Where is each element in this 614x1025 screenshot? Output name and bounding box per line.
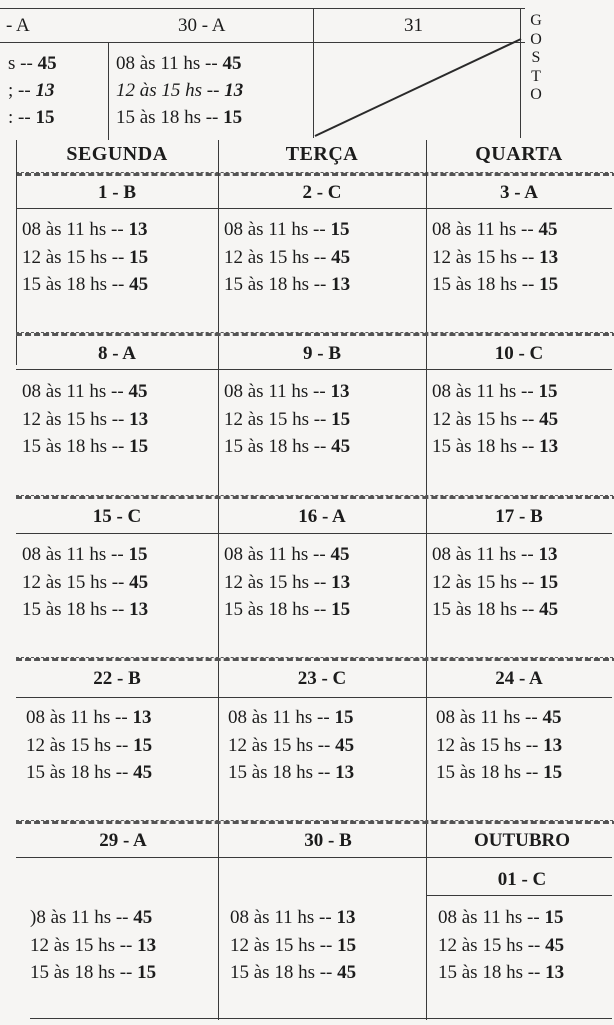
day-label: 1 - B — [98, 182, 136, 203]
week-2-label-line — [16, 369, 612, 370]
day-label: 24 - A — [495, 668, 543, 689]
day-schedule: 08 às 11 hs -- 15 12 às 15 hs -- 45 15 às 18 hs -- 13 — [228, 707, 355, 783]
day-schedule: 08 às 11 hs -- 45 12 às 15 hs -- 13 15 às 18 hs -- 15 — [22, 381, 149, 457]
top-divider-a — [108, 42, 109, 140]
day-label: 9 - B — [303, 343, 341, 364]
header-terca: TERÇA — [285, 143, 359, 165]
week-3-bottom — [16, 657, 614, 661]
day-label: 10 - C — [494, 343, 544, 364]
day-schedule: 08 às 11 hs -- 45 12 às 15 hs -- 13 15 às 18 hs -- 15 — [436, 707, 563, 783]
day-schedule: 08 às 11 hs -- 13 12 às 15 hs -- 15 15 às 18 hs -- 45 — [230, 907, 357, 983]
day-schedule: 08 às 11 hs -- 45 12 às 15 hs -- 13 15 às 18 hs -- 15 — [432, 219, 559, 295]
day-schedule: 08 às 11 hs -- 45 12 às 15 hs -- 13 15 às 18 hs -- 15 — [224, 544, 351, 620]
day-schedule: 08 às 11 hs -- 15 12 às 15 hs -- 45 15 às 18 hs -- 13 — [224, 219, 351, 295]
grid-bottom — [30, 1018, 612, 1019]
day-label: 3 - A — [500, 182, 538, 203]
day-label: 8 - A — [98, 343, 136, 364]
week-4-bottom — [16, 820, 614, 824]
day-label: 29 - A — [99, 830, 147, 851]
week-4-label-line — [16, 697, 612, 698]
header-segunda: SEGUNDA — [66, 143, 168, 165]
day-schedule: 08 às 11 hs -- 13 12 às 15 hs -- 15 15 às 18 hs -- 45 — [22, 219, 149, 295]
day-schedule: )8 às 11 hs -- 45 12 às 15 hs -- 13 15 às 18 hs -- 15 — [30, 907, 157, 983]
top-border — [0, 8, 525, 9]
top-col-b-date: 30 - A — [178, 15, 226, 36]
day-schedule: 08 às 11 hs -- 13 12 às 15 hs -- 15 15 às 18 hs -- 45 — [26, 707, 153, 783]
header-quarta: QUARTA — [475, 143, 563, 165]
day-schedule: 08 às 11 hs -- 13 12 às 15 hs -- 15 15 às 18 hs -- 45 — [224, 381, 351, 457]
header-divider — [16, 172, 614, 176]
week-5-label-line — [16, 857, 612, 858]
day-schedule: 08 às 11 hs -- 15 12 às 15 hs -- 45 15 às 18 hs -- 13 — [438, 907, 565, 983]
day-label: 23 - C — [297, 668, 347, 689]
day-schedule: 08 às 11 hs -- 13 12 às 15 hs -- 15 15 às 18 hs -- 45 — [432, 544, 559, 620]
day-label: 17 - B — [495, 506, 543, 527]
day-label: 01 - C — [497, 869, 547, 890]
month-vertical-label: G O S T O — [530, 12, 542, 103]
top-col-a-date: - A — [6, 15, 30, 36]
month-label-outubro: OUTUBRO — [473, 830, 571, 851]
week-1-bottom — [16, 332, 614, 336]
week-2-bottom — [16, 495, 614, 499]
grid-divider-2 — [426, 140, 427, 1020]
top-col-c-date: 31 — [404, 15, 423, 36]
top-col-b-schedule: 08 às 11 hs -- 45 12 às 15 hs -- 13 15 às 18 hs -- 15 — [116, 53, 244, 128]
day-label: 30 - B — [304, 830, 352, 851]
week-1-label-line — [16, 208, 612, 209]
day-schedule: 08 às 11 hs -- 15 12 às 15 hs -- 45 15 às 18 hs -- 13 — [432, 381, 559, 457]
day-label: 22 - B — [93, 668, 141, 689]
day-label: 2 - C — [302, 182, 342, 203]
grid-divider-1 — [218, 140, 219, 1020]
week-3-label-line — [16, 533, 612, 534]
empty-cell-strike — [313, 36, 523, 138]
day-label: 15 - C — [92, 506, 142, 527]
day-label: 16 - A — [298, 506, 346, 527]
top-col-a-schedule: s -- 45 ; -- 13 : -- 15 — [8, 53, 57, 128]
week-5-oct-line — [426, 895, 612, 896]
day-schedule: 08 às 11 hs -- 15 12 às 15 hs -- 45 15 às 18 hs -- 13 — [22, 544, 149, 620]
